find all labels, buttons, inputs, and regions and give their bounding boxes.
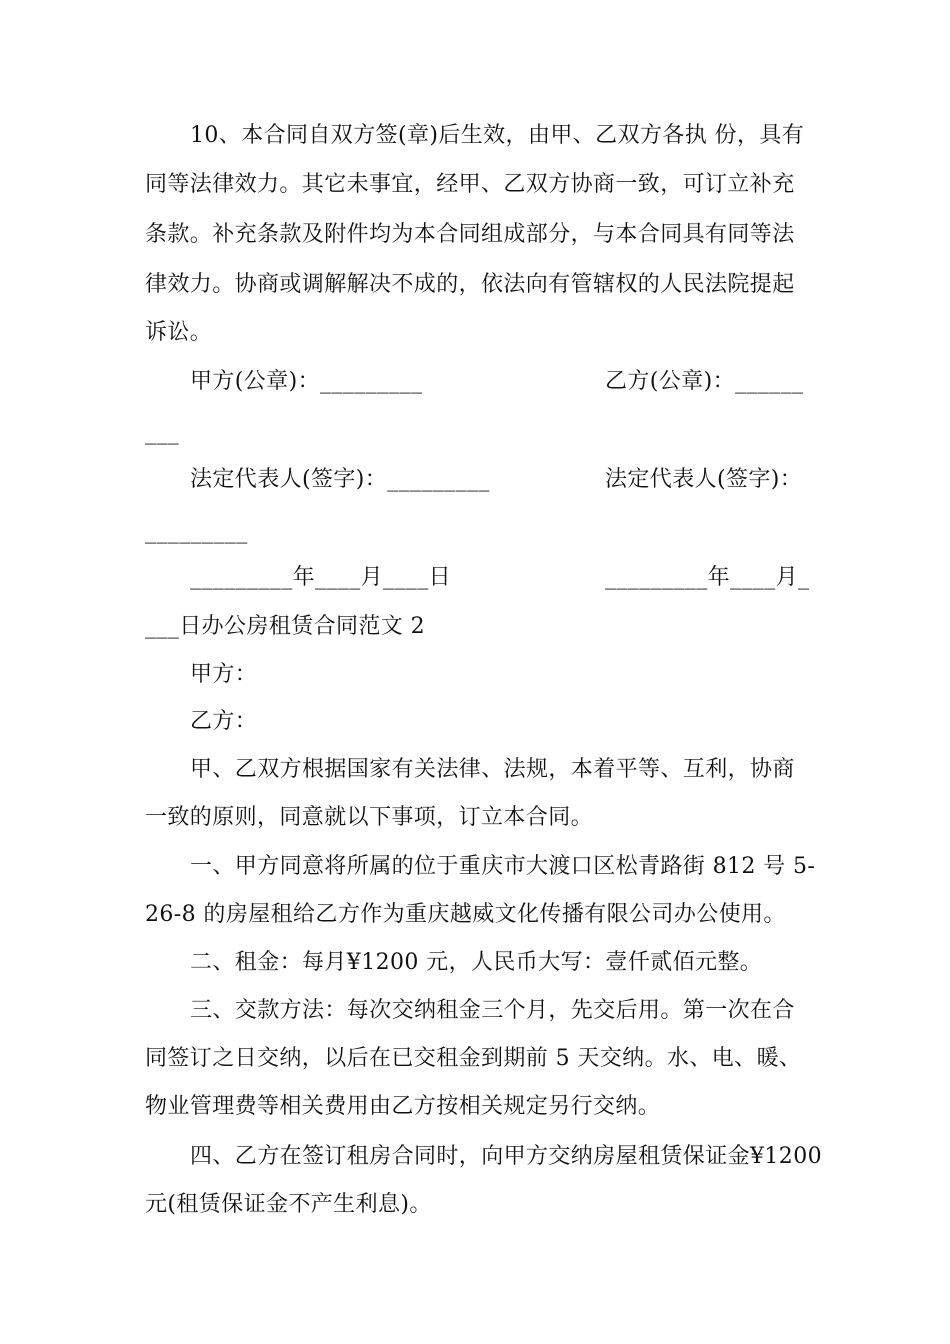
clause-3-line-1: 三、交款方法：每次交纳租金三个月，先交后用。第一次在合 (190, 998, 795, 1023)
party-b-seal-field-cont: ___ (145, 420, 180, 445)
party-b-rep-field-cont: _________ (145, 519, 248, 544)
clause-10-line-3: 条款。补充条款及附件均为本合同组成部分，与本合同具有同等法 (145, 222, 795, 247)
party-a-label: 甲方： (190, 662, 258, 687)
clause-3-line-2: 同签订之日交纳，以后在已交租金到期前 5 天交纳。水、电、暖、 (145, 1046, 802, 1071)
clause-10-line-4: 律效力。协商或调解解决不成的，依法向有管辖权的人民法院提起 (145, 272, 795, 297)
party-a-rep-field: 法定代表人(签字)：_________ (190, 467, 490, 492)
clause-10-line-2: 同等法律效力。其它未事宜，经甲、乙双方协商一致，可订立补充 (145, 172, 795, 197)
preamble-line-2: 一致的原则，同意就以下事项，订立本合同。 (145, 805, 594, 830)
preamble-line-1: 甲、乙双方根据国家有关法律、法规，本着平等、互利，协商 (190, 757, 795, 782)
clause-3-line-3: 物业管理费等相关费用由乙方按相关规定另行交纳。 (145, 1094, 661, 1119)
party-b-rep-field: 法定代表人(签字)： (605, 467, 803, 492)
party-b-date-cont-and-title: ___日办公房租赁合同范文 2 (145, 614, 425, 639)
party-b-date-field: _________年____月_ (605, 565, 810, 590)
party-a-date-field: _________年____月____日 (190, 565, 452, 590)
party-b-label: 乙方： (190, 709, 258, 734)
clause-10-line-1: 10、本合同自双方签(章)后生效，由甲、乙双方各执 份，具有 (190, 123, 805, 148)
clause-4-line-1: 四、乙方在签订租房合同时，向甲方交纳房屋租赁保证金¥1200 (190, 1144, 822, 1169)
party-b-seal-field: 乙方(公章)：______ (605, 369, 804, 394)
clause-1-line-2: 26-8 的房屋租给乙方作为重庆越威文化传播有限公司办公使用。 (145, 902, 786, 927)
clause-10-line-5: 诉讼。 (145, 320, 213, 345)
clause-4-line-2: 元(租赁保证金不产生利息)。 (145, 1192, 432, 1217)
party-a-seal-field: 甲方(公章)：_________ (190, 369, 423, 394)
clause-1-line-1: 一、甲方同意将所属的位于重庆市大渡口区松青路街 812 号 5- (190, 854, 816, 879)
clause-2-line: 二、租金：每月¥1200 元，人民币大写：壹仟贰佰元整。 (190, 950, 763, 975)
